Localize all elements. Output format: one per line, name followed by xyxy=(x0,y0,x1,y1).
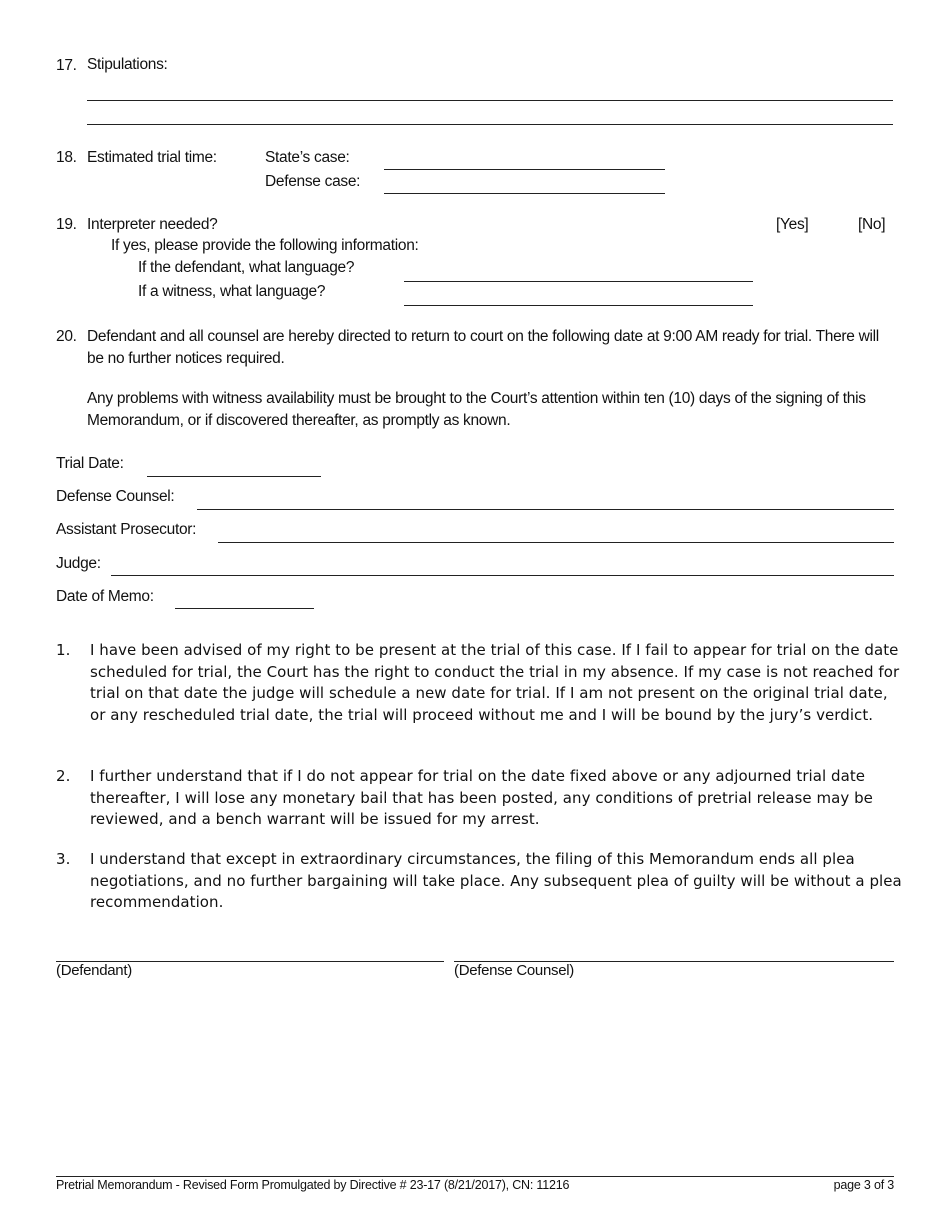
stipulations-line-1[interactable] xyxy=(87,100,893,101)
page-number: page 3 of 3 xyxy=(833,1178,894,1192)
judge-field[interactable] xyxy=(111,575,894,576)
return-to-court-paragraph: Defendant and all counsel are hereby directed to return to court on the following date at 9:00 AM ready for trial. There will be no further notices required. xyxy=(87,328,879,367)
item-19-number: 19. xyxy=(56,216,77,233)
estimated-trial-time-label: Estimated trial time: xyxy=(87,149,217,166)
acknowledgment-3-text: I understand that except in extraordinary circumstances, the filing of this Memorandum ends all plea negotiations, and no further bargaining will take place. Any subsequent plea of guilty will be without a plea recommendation. xyxy=(90,850,902,911)
defendant-signature-label: (Defendant) xyxy=(56,962,132,979)
assistant-prosecutor-label: Assistant Prosecutor: xyxy=(56,521,197,538)
stipulations-line-2[interactable] xyxy=(87,124,893,125)
footer-form-info: Pretrial Memorandum - Revised Form Promulgated by Directive # 23-17 (8/21/2017), CN: 11216 xyxy=(56,1178,570,1192)
defense-counsel-signature-label: (Defense Counsel) xyxy=(454,962,574,979)
judge-label: Judge: xyxy=(56,555,101,572)
witness-language-field[interactable] xyxy=(404,305,753,306)
trial-date-label: Trial Date: xyxy=(56,455,124,472)
defendant-language-label: If the defendant, what language? xyxy=(138,259,355,276)
item-17-number: 17. xyxy=(56,57,77,74)
acknowledgment-2-number: 2. xyxy=(56,767,71,785)
acknowledgment-2-text: I further understand that if I do not appear for trial on the date fixed above or any adjourned trial date thereafter, I will lose any monetary bail that has been posted, any conditions of pretrial release may be reviewed, and a bench warrant will be issued for my arrest. xyxy=(90,767,873,828)
assistant-prosecutor-field[interactable] xyxy=(218,542,894,543)
defense-case-label: Defense case: xyxy=(265,173,361,190)
date-of-memo-field[interactable] xyxy=(175,608,314,609)
acknowledgment-3-number: 3. xyxy=(56,850,71,868)
defense-counsel-label: Defense Counsel: xyxy=(56,488,175,505)
footer-divider xyxy=(56,1176,894,1177)
defendant-language-field[interactable] xyxy=(404,281,753,282)
state-case-field[interactable] xyxy=(384,169,665,170)
item-18-number: 18. xyxy=(56,149,77,166)
interpreter-no-option[interactable]: [No] xyxy=(858,216,886,233)
witness-availability-paragraph: Any problems with witness availability must be brought to the Court’s attention within ten (10) days of the signing of this Memorandum, or if discovered thereafter, as promptly as known. xyxy=(87,390,866,429)
date-of-memo-label: Date of Memo: xyxy=(56,588,154,605)
item-20-number: 20. xyxy=(56,328,77,345)
witness-language-label: If a witness, what language? xyxy=(138,283,326,300)
state-case-label: State’s case: xyxy=(265,149,350,166)
interpreter-needed-label: Interpreter needed? xyxy=(87,216,218,233)
interpreter-if-yes-text: If yes, please provide the following information: xyxy=(111,237,419,254)
stipulations-label: Stipulations: xyxy=(87,56,168,73)
defense-case-field[interactable] xyxy=(384,193,665,194)
acknowledgment-1-text: I have been advised of my right to be present at the trial of this case. If I fail to appear for trial on the date scheduled for trial, the Court has the right to conduct the trial in my absence. If my case is not reached for trial on that date the judge will schedule a new date for trial. If I am not present on the original trial date, or any rescheduled trial date, the trial will proceed without me and I will be bound by the jury’s verdict. xyxy=(90,641,900,724)
trial-date-field[interactable] xyxy=(147,476,321,477)
defense-counsel-field[interactable] xyxy=(197,509,894,510)
acknowledgment-1-number: 1. xyxy=(56,641,71,659)
interpreter-yes-option[interactable]: [Yes] xyxy=(776,216,809,233)
